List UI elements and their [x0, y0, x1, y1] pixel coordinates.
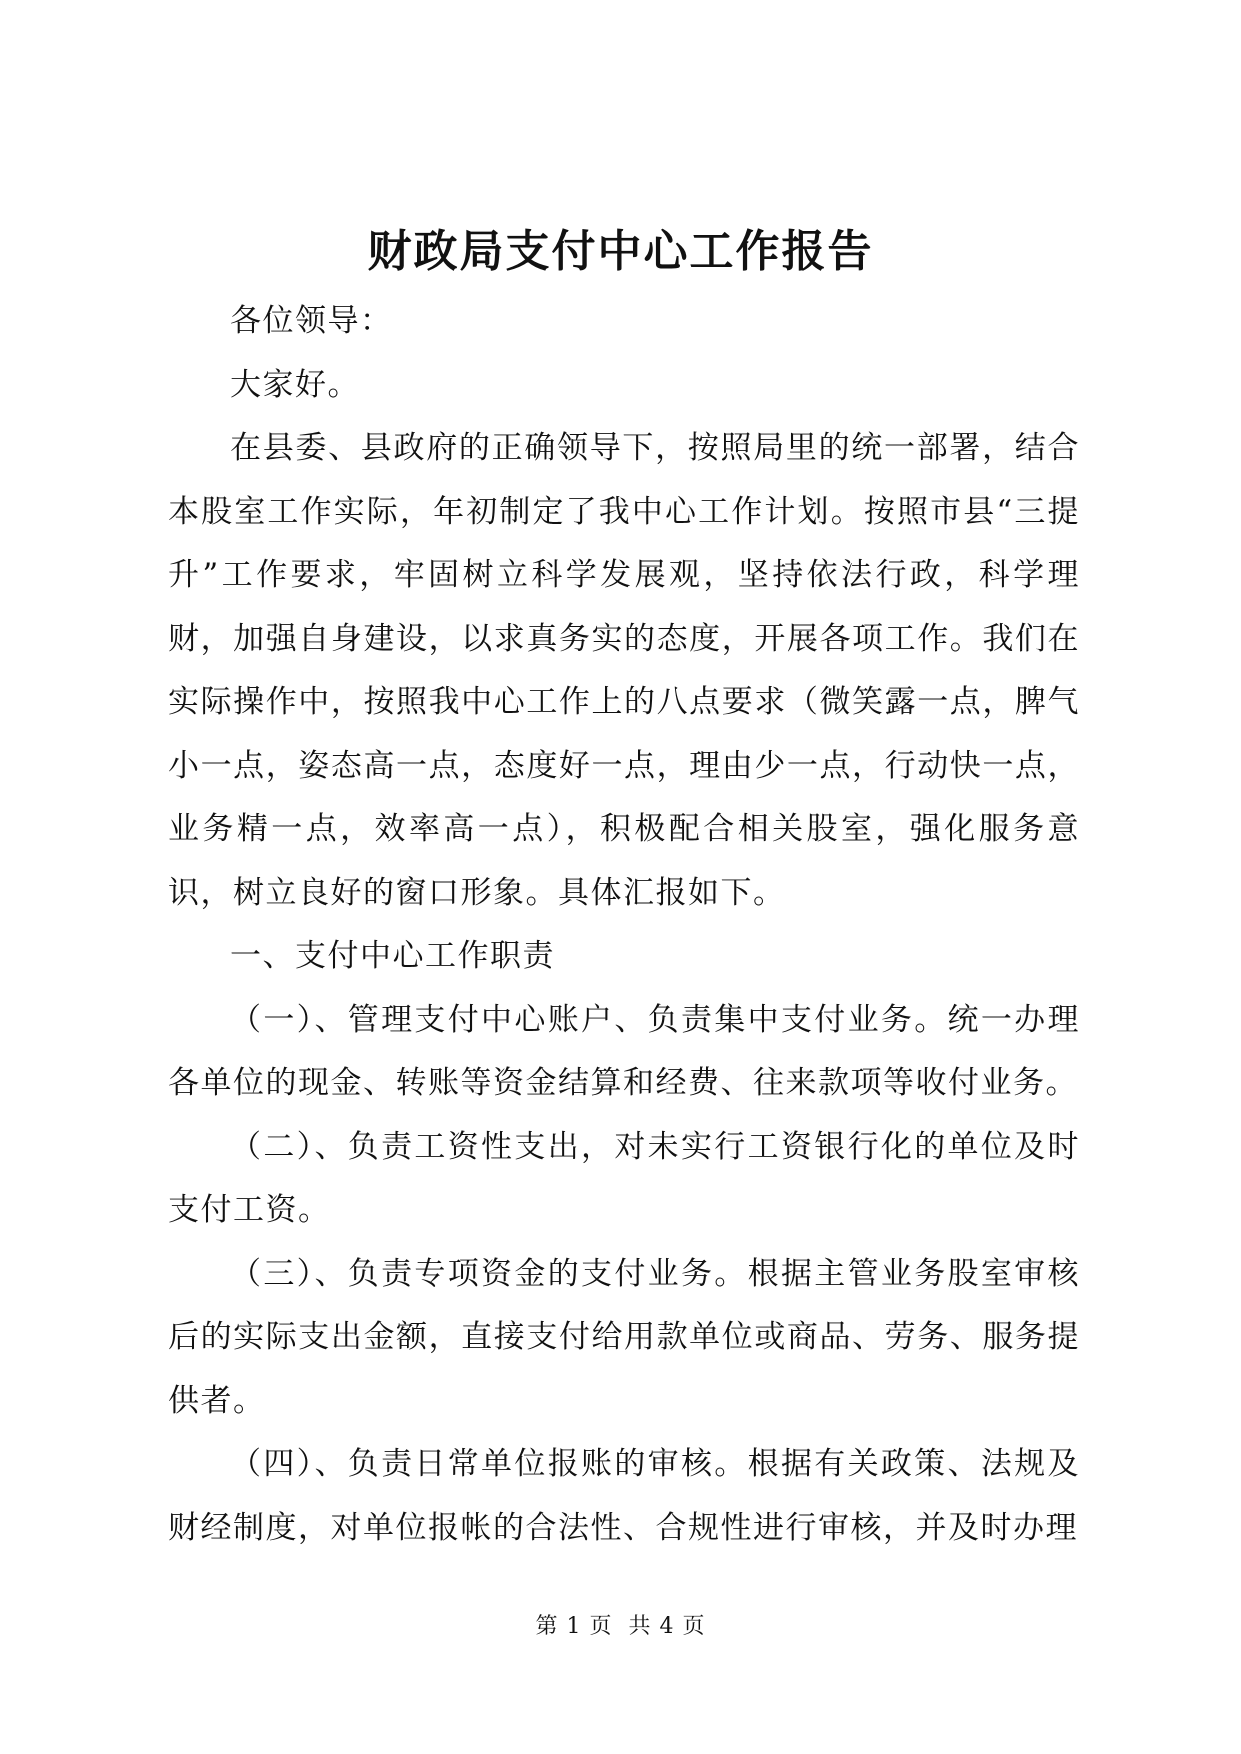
paragraph-intro: 在县委、县政府的正确领导下，按照局里的统一部署，结合本股室工作实际，年初制定了我中心工作计划。按照市县“三提升”工作要求，牢固树立科学发展观，坚持依法行政，科学理财，加强自身建设，以求真务实的态度，开展各项工作。我们在实际操作中，按照我中心工作上的八点要求（微笑露一点，脾气小一点，姿态高一点，态度好一点，理由少一点，行动快一点，业务精一点，效率高一点），积极配合相关股室，强化服务意识，树立良好的窗口形象。具体汇报如下。 — [168, 430, 1080, 911]
paragraph-salutation: 各位领导： — [230, 303, 393, 339]
document-title: 财政局支付中心工作报告 — [367, 226, 874, 277]
paragraph-duty-1: （一）、管理支付中心账户、负责集中支付业务。统一办理各单位的现金、转账等资金结算和经费、往来款项等收付业务。 — [168, 1001, 1080, 1101]
paragraph-duty-4: （四）、负责日常单位报账的审核。根据有关政策、法规及财经制度，对单位报帐的合法性、合规性进行审核，并及时办理 — [168, 1446, 1080, 1546]
document-body — [168, 290, 1080, 1560]
section-heading-duties: 一、支付中心工作职责 — [230, 938, 555, 974]
paragraph-greeting: 大家好。 — [230, 366, 360, 403]
page-footer — [0, 1612, 1241, 1642]
paragraph-duty-2: （二）、负责工资性支出，对未实行工资银行化的单位及时支付工资。 — [168, 1128, 1080, 1228]
paragraph-duty-3: （三）、负责专项资金的支付业务。根据主管业务股室审核后的实际支出金额，直接支付给用款单位或商品、劳务、服务提供者。 — [168, 1255, 1080, 1419]
page-number: 第 1 页 共 4 页 — [535, 1614, 706, 1639]
